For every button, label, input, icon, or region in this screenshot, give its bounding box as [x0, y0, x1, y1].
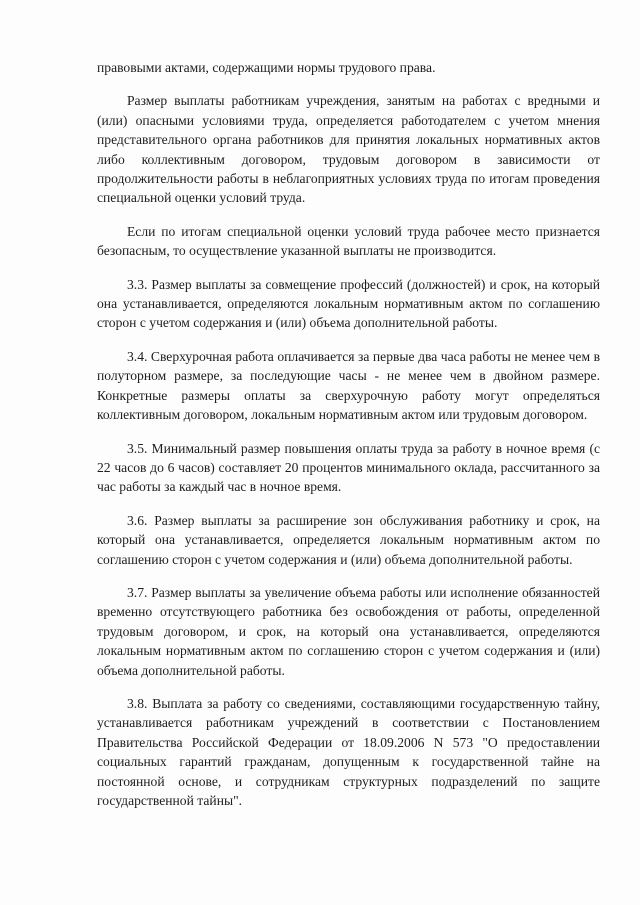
paragraph-continuation: правовыми актами, содержащими нормы трудового права. [97, 60, 436, 75]
paragraph-3-3: 3.3. Размер выплаты за совмещение профессий (должностей) и срок, на который она устанавливается, определяются локальным нормативным актом по соглашению сторон с учетом содержания и (или) объема дополнительной работы. [97, 276, 600, 331]
paragraph-3-8: 3.8. Выплата за работу со сведениями, составляющими государственную тайну, устанавливается работникам учреждений в соответствии с Постановлением Правительства Российской Федерации от 18.09.2006 N 573 "О предоставлении социальных гарантий гражданам, допущенным к государственной тайне на постоянной основе, и сотрудникам структурных подразделений по защите государственной тайны". [97, 695, 600, 808]
document-body [97, 58, 600, 824]
paragraph-hazardous-conditions-pay: Размер выплаты работникам учреждения, занятым на работах с вредными и (или) опасными условиями труда, определяется работодателем с учетом мнения представительного органа работников для принятия локальных нормативных актов либо коллективным договором, трудовым договором в зависимости от продолжительности работы в неблагоприятных условиях труда по итогам проведения специальной оценки условий труда. [97, 93, 600, 206]
paragraph-safe-workplace: Если по итогам специальной оценки условий труда рабочее место признается безопасным, то осуществление указанной выплаты не производится. [97, 223, 600, 259]
paragraph-3-5: 3.5. Минимальный размер повышения оплаты труда за работу в ночное время (с 22 часов до 6 часов) составляет 20 процентов минимального оклада, рассчитанного за час работы за каждый час в ночное время. [97, 440, 600, 495]
paragraph-3-7: 3.7. Размер выплаты за увеличение объема работы или исполнение обязанностей временно отсутствующего работника без освобождения от работы, определенной трудовым договором, и срок, на который она устанавливается, определяются локальным нормативным актом по соглашению сторон с учетом содержания и (или) объема дополнительной работы. [97, 584, 600, 678]
paragraph-3-6: 3.6. Размер выплаты за расширение зон обслуживания работнику и срок, на который она устанавливается, определяется локальным нормативным актом по соглашению сторон с учетом содержания и (или) объема дополнительной работы. [97, 512, 600, 567]
paragraph-3-4: 3.4. Сверхурочная работа оплачивается за первые два часа работы не менее чем в полуторном размере, за последующие часы - не менее чем в двойном размере. Конкретные размеры оплаты за сверхурочную работу могут определяться коллективным договором, локальным нормативным актом или трудовым договором. [97, 348, 600, 423]
